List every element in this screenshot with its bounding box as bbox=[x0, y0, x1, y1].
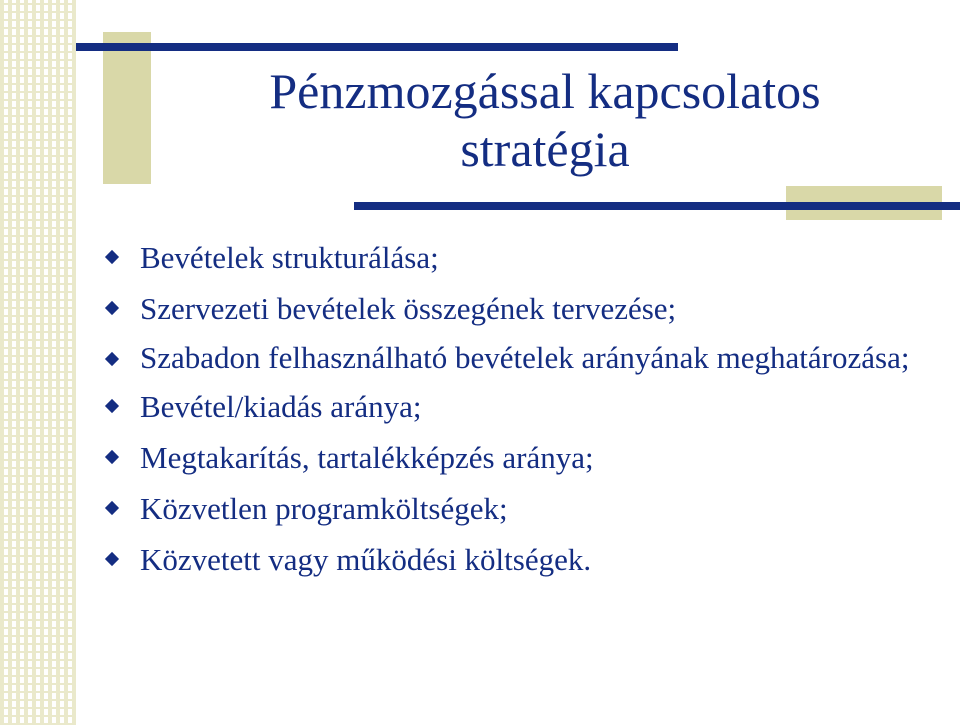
diamond-icon bbox=[105, 399, 119, 413]
decor-bar-top bbox=[76, 43, 678, 51]
bullet-text: Szervezeti bevételek összegének tervezése; bbox=[140, 291, 677, 326]
slide-title bbox=[200, 62, 890, 178]
bullet-list bbox=[100, 232, 940, 585]
bullet-item bbox=[100, 483, 940, 534]
bullet-text: Megtakarítás, tartalékképzés aránya; bbox=[140, 440, 594, 475]
decor-bar-right bbox=[354, 202, 960, 210]
bullet-text: Szabadon felhasználható bevételek arányának meghatározása; bbox=[140, 340, 910, 375]
bullet-item bbox=[100, 232, 940, 283]
bullet-text: Bevételek strukturálása; bbox=[140, 240, 439, 275]
slide-title-line-1: Pénzmozgással kapcsolatos bbox=[269, 63, 821, 119]
bullet-text: Közvetlen programköltségek; bbox=[140, 491, 508, 526]
diamond-icon bbox=[105, 250, 119, 264]
bullet-item bbox=[100, 283, 940, 334]
bullet-item bbox=[100, 534, 940, 585]
diamond-icon bbox=[105, 352, 119, 366]
decor-box-top-left bbox=[103, 32, 151, 184]
bullet-item bbox=[100, 334, 940, 381]
bullet-text: Bevétel/kiadás aránya; bbox=[140, 389, 422, 424]
bullet-text: Közvetett vagy működési költségek. bbox=[140, 542, 592, 577]
diamond-icon bbox=[105, 301, 119, 315]
diamond-icon bbox=[105, 552, 119, 566]
diamond-icon bbox=[105, 501, 119, 515]
bullet-item bbox=[100, 381, 940, 432]
bullet-item bbox=[100, 432, 940, 483]
slide-title-line-2: stratégia bbox=[460, 121, 630, 177]
side-pattern-decoration bbox=[0, 0, 76, 725]
diamond-icon bbox=[105, 450, 119, 464]
